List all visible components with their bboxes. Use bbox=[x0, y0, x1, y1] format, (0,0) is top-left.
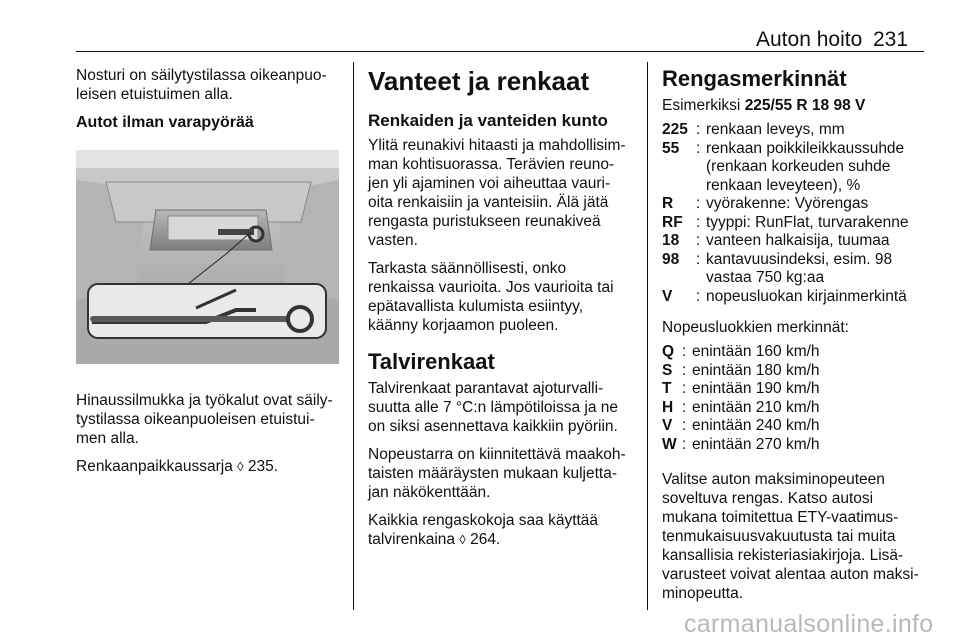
marking-desc: renkaan leveys, mm bbox=[706, 121, 845, 138]
closing-paragraph: Valitse auton maksiminopeuteen soveltuva rengas. Katso autosi mukana toimitettua ETY-vaatimus-tenmukaisuusvakuutusta tai muita kansallisia rekisteriasiakirjoja. Lisä-varusteet voivat alentaa auton maksi-minopeutta. bbox=[662, 471, 919, 602]
table-row bbox=[662, 214, 924, 233]
column-1 bbox=[76, 66, 344, 485]
table-row bbox=[662, 362, 820, 381]
table-row bbox=[662, 195, 924, 214]
table-row bbox=[662, 380, 820, 399]
table-row bbox=[662, 436, 820, 455]
separator: : bbox=[682, 361, 687, 379]
separator: : bbox=[696, 213, 701, 231]
separator: : bbox=[696, 121, 701, 138]
column-divider-2 bbox=[647, 62, 648, 610]
speed-code: H bbox=[662, 398, 674, 416]
paragraph-speed-sticker: Nopeustarra on kiinnitettävä maakoh-taisten määräysten mukaan kuljetta-jan näkökenttään. bbox=[368, 446, 626, 501]
page-ref-icon: ◊ bbox=[459, 532, 466, 547]
separator: : bbox=[696, 195, 701, 212]
separator: : bbox=[696, 287, 701, 305]
paragraph-winter: Talvirenkaat parantavat ajoturvalli-suutta alle 7 °C:n lämpötiloissa ja ne on siksi asennettava kaikkiin pyöriin. bbox=[368, 380, 619, 435]
separator: : bbox=[682, 343, 687, 360]
separator: : bbox=[682, 398, 687, 416]
marking-code: 18 bbox=[662, 232, 680, 249]
separator: : bbox=[696, 250, 701, 268]
speed-desc: enintään 180 km/h bbox=[692, 361, 820, 379]
markings-table bbox=[662, 121, 924, 306]
speed-desc: enintään 190 km/h bbox=[692, 380, 820, 397]
speed-desc: enintään 240 km/h bbox=[692, 417, 820, 434]
table-row bbox=[662, 232, 924, 251]
marking-code: R bbox=[662, 195, 674, 212]
marking-desc: kantavuusindeksi, esim. 98 vastaa 750 kg:aa bbox=[706, 250, 893, 286]
section-title: Auton hoito bbox=[756, 28, 863, 51]
speed-code: T bbox=[662, 380, 672, 397]
marking-code: V bbox=[662, 287, 673, 305]
marking-code: 55 bbox=[662, 139, 680, 157]
table-row bbox=[662, 343, 820, 362]
marking-desc: vanteen halkaisija, tuumaa bbox=[706, 232, 890, 249]
speed-code: W bbox=[662, 435, 677, 453]
paragraph-curb: Ylitä reunakivi hitaasti ja mahdollisim-man kohtisuorassa. Terävien reuno-jen yli ajaminen voi aiheuttaa vauri-oita renkaisiin ja vanteisiin. Älä jätä rengasta puristukseen reunakiveä vasten. bbox=[368, 137, 626, 249]
marking-desc: tyyppi: RunFlat, turvarakenne bbox=[706, 213, 909, 231]
underseat-storage-illustration bbox=[76, 150, 339, 364]
intro-paragraph: Nosturi on säilytystilassa oikeanpuo-leisen etuistuimen alla. bbox=[76, 67, 327, 103]
paragraph-inspect: Tarkasta säännöllisesti, onko renkaissa vaurioita. Jos vaurioita tai epätavallista kulumista esiintyy, käänny korjaamon puoleen. bbox=[368, 260, 614, 334]
sizes-page: 264. bbox=[470, 531, 501, 548]
section-heading: Autot ilman varapyörää bbox=[76, 114, 254, 131]
example-line bbox=[662, 96, 924, 115]
header-rule bbox=[76, 51, 924, 52]
speed-table bbox=[662, 343, 820, 454]
table-row bbox=[662, 417, 820, 436]
subheading-condition: Renkaiden ja vanteiden kunto bbox=[368, 111, 608, 130]
figure-caption: Hinaussilmukka ja työkalut ovat säily-tystilassa oikeanpuoleisen etuistui-men alla. bbox=[76, 392, 333, 447]
column-divider-1 bbox=[353, 62, 354, 610]
example-value: 225/55 R 18 98 V bbox=[744, 97, 866, 114]
separator: : bbox=[682, 417, 687, 434]
table-row bbox=[662, 140, 924, 196]
speed-desc: enintään 210 km/h bbox=[692, 398, 820, 416]
marking-code: 225 bbox=[662, 121, 688, 138]
marking-code: RF bbox=[662, 213, 683, 231]
page-number: 231 bbox=[873, 28, 909, 51]
marking-desc: renkaan poikkileikkaussuhde (renkaan korkeuden suhde renkaan leveyteen), % bbox=[706, 139, 905, 194]
speed-code: V bbox=[662, 417, 673, 434]
column-2 bbox=[368, 66, 634, 558]
speed-desc: enintään 270 km/h bbox=[692, 435, 820, 453]
table-row bbox=[662, 121, 924, 140]
table-row bbox=[662, 251, 924, 288]
column-3 bbox=[662, 66, 924, 612]
reference-page: 235. bbox=[247, 458, 279, 475]
speed-code: S bbox=[662, 361, 673, 379]
chapter-title: Vanteet ja renkaat bbox=[368, 66, 590, 96]
speed-classes-intro: Nopeusluokkien merkinnät: bbox=[662, 319, 849, 336]
cross-reference[interactable] bbox=[76, 457, 344, 476]
sizes-text: Kaikkia rengaskokoja saa käyttää talvirenkaina bbox=[368, 512, 599, 548]
marking-desc: vyörakenne: Vyörengas bbox=[706, 195, 869, 212]
speed-desc: enintään 160 km/h bbox=[692, 343, 820, 360]
separator: : bbox=[696, 139, 701, 157]
table-row bbox=[662, 288, 924, 307]
paragraph-sizes[interactable] bbox=[368, 511, 634, 549]
separator: : bbox=[682, 380, 687, 397]
separator: : bbox=[696, 232, 701, 249]
example-label: Esimerkiksi bbox=[662, 97, 741, 114]
reference-text: Renkaanpaikkaussarja bbox=[76, 458, 233, 475]
marking-code: 98 bbox=[662, 250, 680, 268]
watermark: carmanualsonline.info bbox=[684, 610, 934, 638]
table-row bbox=[662, 399, 820, 418]
separator: : bbox=[682, 435, 687, 453]
page-ref-icon: ◊ bbox=[237, 459, 244, 474]
tire-markings-title: Rengasmerkinnät bbox=[662, 66, 847, 91]
subheading-winter: Talvirenkaat bbox=[368, 349, 495, 374]
marking-desc: nopeusluokan kirjainmerkintä bbox=[706, 287, 907, 305]
speed-code: Q bbox=[662, 343, 675, 360]
